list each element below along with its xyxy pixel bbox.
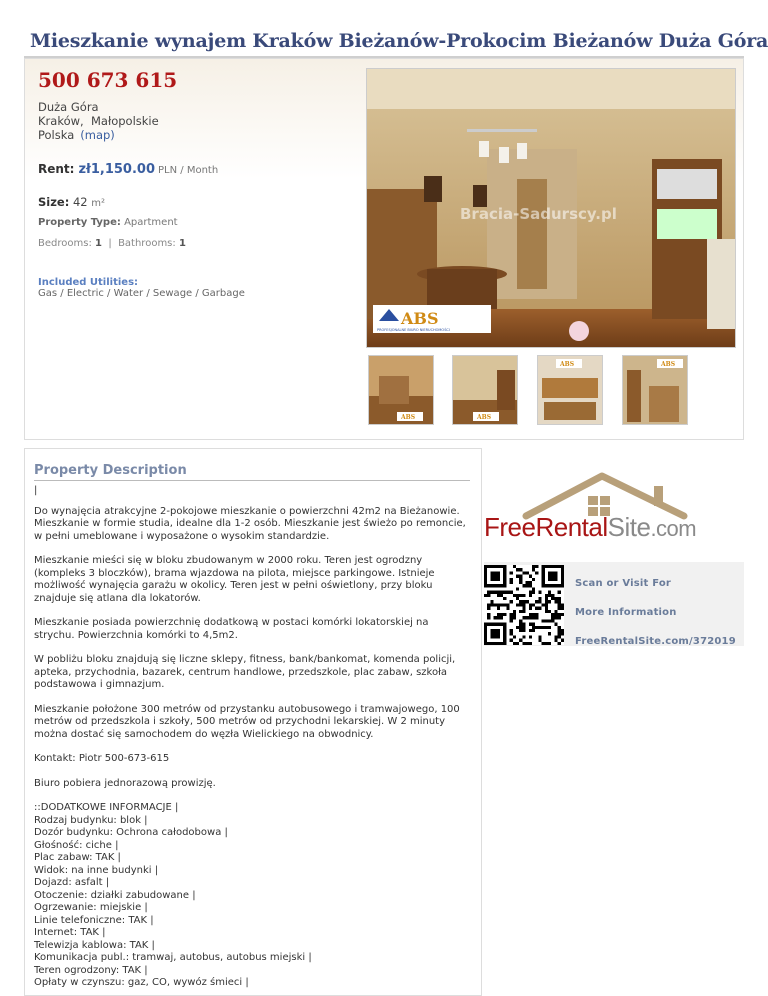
rooms-info (38, 238, 186, 249)
size-info (38, 195, 105, 209)
details-item: Dojazd: asfalt | (34, 877, 110, 888)
thumbnail-badge: ABS (560, 361, 575, 368)
utilities-value: Gas / Electric / Water / Sewage / Garbage (38, 288, 245, 299)
address-line1: Duża Góra (38, 100, 99, 114)
description-paragraph: Do wynajęcia atrakcyjne 2-pokojowe mieszkanie o powierzchni 42m2 na Bieżanowie. Mieszkanie w formie studia, idealne dla 1-2 osób. Mieszkanie jest świeżo po remoncie, w pełni umeblowane i wyposażone o wysokim standardzie. (34, 505, 466, 542)
contact-phone[interactable]: 500 673 615 (38, 68, 178, 92)
photo-thumbnail-3[interactable] (537, 355, 603, 425)
utilities-label: Included Utilities: (38, 277, 139, 288)
logo-site: Site (607, 512, 651, 542)
description-paragraph: Biuro pobiera jednorazową prowizję. (34, 777, 216, 789)
description-paragraph: Mieszkanie położone 300 metrów od przystanku autobusowego i tramwajowego, 100 metrów od przedszkola i szkoły, 500 metrów od przychodni lekarskiej. W 2 minuty można dostać się samochodem do węzła Wielickiego na obwodnicy. (34, 703, 460, 740)
scan-line1: Scan or Visit For (575, 578, 672, 589)
photo-watermark: Bracia-Sadurscy.pl (460, 205, 617, 223)
details-item: Otoczenie: działki zabudowane | (34, 889, 196, 901)
bathrooms-label: Bathrooms: (118, 238, 176, 249)
details-item: Ogrzewanie: miejskie | (34, 902, 148, 913)
details-item: Telewizja kablowa: TAK | (34, 939, 155, 951)
photo-thumbnail-4[interactable] (622, 355, 688, 425)
description-paragraph: Kontakt: Piotr 500-673-615 (34, 753, 170, 764)
thumbnail-image (623, 356, 687, 424)
thumbnail-image (369, 356, 433, 424)
details-item: Opłaty w czynszu: gaz, CO, wywóz śmieci | (34, 977, 249, 988)
description-paragraph: Mieszkanie posiada powierzchnię dodatkową w postaci komórki lokatorskiej na strychu. Powierzchnia komórki to 4,5m2. (34, 617, 429, 641)
property-description (24, 448, 482, 996)
bedrooms-value: 1 (95, 238, 102, 249)
details-item: Komunikacja publ.: tramwaj, autobus, autobus miejski | (34, 952, 312, 963)
logo-dotcom: .com (650, 516, 697, 541)
bedrooms-label: Bedrooms: (38, 238, 92, 249)
details-item: Internet: TAK | (34, 927, 106, 938)
details-item: Widok: na inne budynki | (34, 864, 159, 876)
interior-photo-image (367, 69, 735, 347)
details-list (34, 802, 470, 990)
logo-rental: Rental (535, 512, 608, 542)
description-body (34, 485, 470, 990)
description-divider (34, 480, 470, 481)
address-block (38, 100, 159, 142)
property-type-value: Apartment (124, 217, 178, 228)
details-item: Teren ogrodzony: TAK | (34, 964, 148, 976)
rent-label: Rent: (38, 162, 75, 176)
rooms-separator: | (108, 238, 112, 249)
details-item: Głośność: ciche | (34, 839, 119, 851)
freerentalsite-logo[interactable] (484, 512, 696, 543)
details-item: Linie telefoniczne: TAK | (34, 914, 154, 926)
photo-thumbnail-1[interactable] (368, 355, 434, 425)
scan-url[interactable]: FreeRentalSite.com/372019 (575, 636, 736, 647)
photo-thumbnail-2[interactable] (452, 355, 518, 425)
thumbnail-badge: ABS (661, 361, 676, 368)
rent-unit: PLN / Month (158, 165, 219, 176)
size-unit: m² (91, 198, 106, 209)
description-cursor: | (34, 485, 38, 496)
rent-amount: zł1,150.00 (78, 162, 156, 177)
scan-line2: More Information (575, 607, 677, 618)
thumbnail-badge: ABS (401, 414, 416, 421)
thumbnail-image (453, 356, 517, 424)
description-paragraph: Mieszkanie mieści się w bloku zbudowanym w 2000 roku. Teren jest ogrodzny (kompleks 3 bloczków), brama wjazdowa na pilota, miejsce parkingowe. Istnieje możliwość wynajęcia garażu w okolicy. Teren jest w pełni oświetlony, przy bloku znajduje się atlana dla lokatorów. (34, 555, 435, 604)
thumbnail-image (538, 356, 602, 424)
main-photo[interactable] (366, 68, 736, 348)
details-item: Plac zabaw: TAK | (34, 852, 121, 863)
details-item: Rodzaj budynku: blok | (34, 814, 148, 826)
address-country: Polska (38, 128, 75, 142)
map-link[interactable]: (map) (80, 128, 115, 142)
details-item: ::DODATKOWE INFORMACJE | (34, 802, 179, 813)
details-item: Dozór budynku: Ochrona całodobowa | (34, 827, 228, 838)
abs-logo-text: ABS (401, 309, 439, 328)
description-heading: Property Description (34, 463, 187, 478)
abs-logo-subtext: PROFESJONALNE BIURO NIERUCHOMOŚCI (377, 328, 450, 332)
property-type-label: Property Type: (38, 217, 121, 228)
page-title: Mieszkanie wynajem Kraków Bieżanów-Prokocim Bieżanów Duża Góra (30, 30, 768, 52)
logo-free: Free (484, 512, 536, 542)
qr-code-icon[interactable] (484, 565, 564, 645)
size-value: 42 (72, 195, 88, 209)
size-label: Size: (38, 195, 70, 209)
bathrooms-value: 1 (178, 238, 186, 249)
rent-info (38, 162, 218, 177)
property-type (38, 217, 178, 228)
description-paragraph: W pobliżu bloku znajdują się liczne sklepy, fitness, bank/bankomat, komenda policji, apteka, przychodnia, bazarek, centrum handlowe, przedszkole, plac zabaw, szkoła podstawowa i gimnazjum. (34, 654, 456, 690)
thumbnail-badge: ABS (477, 414, 492, 421)
address-line2: Kraków, Małopolskie (38, 114, 159, 128)
